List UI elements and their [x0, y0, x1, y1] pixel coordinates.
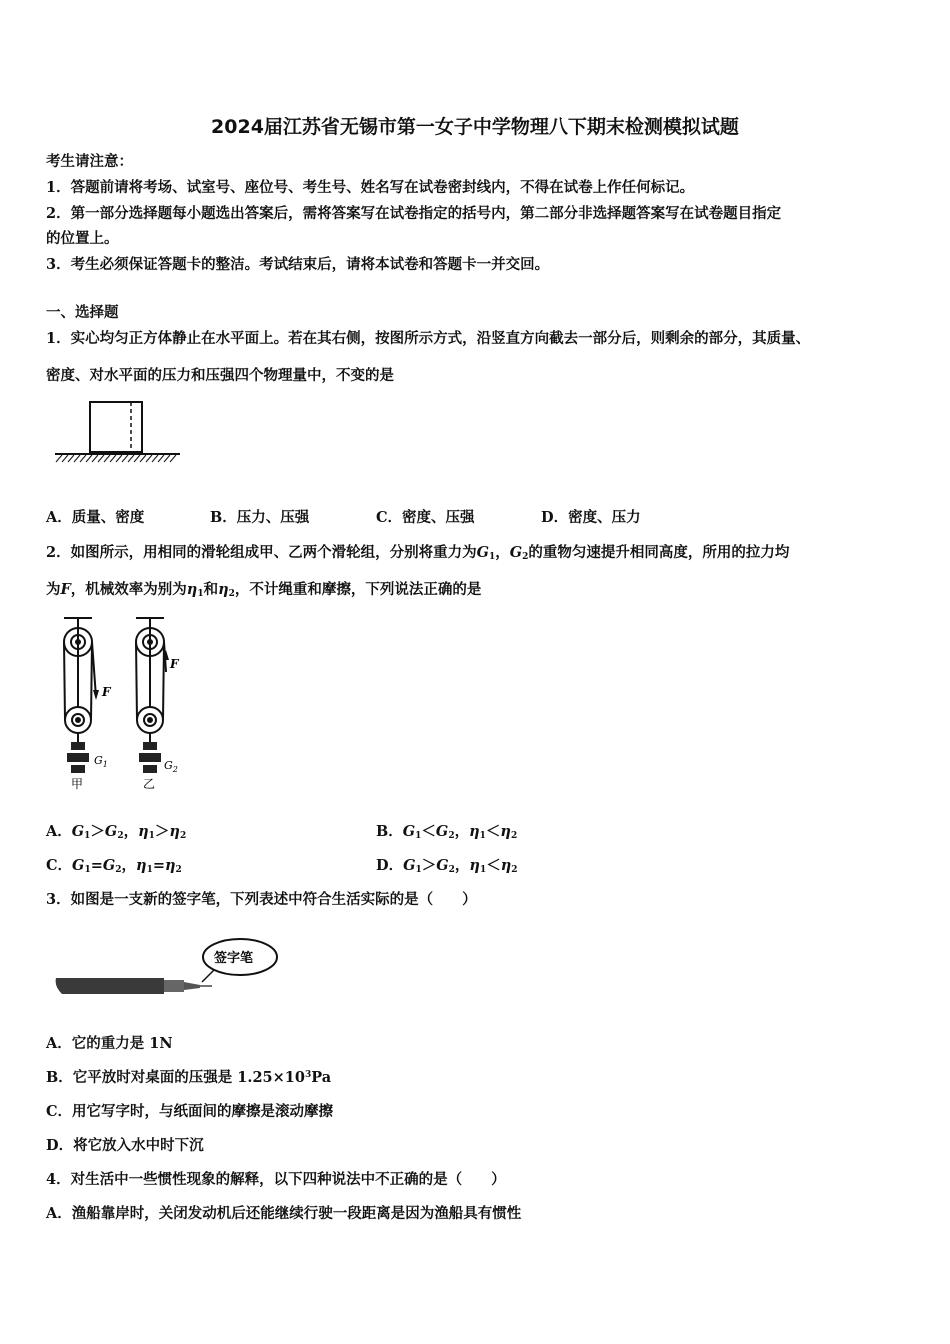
q2-stem-line2: 为F，机械效率为别为$\eta_1$和$\eta_2$，不计绳重和摩擦，下列说法正确的是	[46, 581, 482, 599]
q2-stem-line1: 2．如图所示，用相同的滑轮组成甲、乙两个滑轮组，分别将重力为$G_1$，$G_2$的重物匀速提升相同高度，所用的拉力均	[46, 544, 790, 562]
q4-option-a: A．渔船靠岸时，关闭发动机后还能继续行驶一段距离是因为渔船具有惯性	[46, 1205, 522, 1222]
pen-figure	[52, 928, 254, 1000]
weight-yi	[139, 742, 161, 773]
q3-option-a: A．它的重力是 1N	[46, 1035, 173, 1052]
q3-option-c: C．用它写字时，与纸面间的摩擦是滚动摩擦	[46, 1103, 334, 1120]
pen-body	[56, 978, 164, 994]
q3-option-d: D．将它放入水中时下沉	[46, 1137, 204, 1154]
q3-stem: 3．如图是一支新的签字笔，下列表述中符合生活实际的是（ ）	[46, 891, 477, 908]
q1-option-c: C．密度、压强	[376, 509, 475, 526]
cube	[90, 402, 142, 452]
notice-heading: 考生请注意：	[46, 153, 133, 170]
q1-option-b: B．压力、压强	[210, 509, 310, 526]
section-heading: 一、选择题	[46, 304, 119, 321]
q1-stem-line1: 1．实心均匀正方体静止在水平面上。若在其右侧，按图所示方式，沿竖直方向截去一部分后，则剩余的部分，其质量、	[46, 330, 811, 347]
q1-option-a: A．质量、密度	[46, 509, 145, 526]
q1-option-d: D．密度、压力	[541, 509, 641, 526]
q2-option-d: D．$G_1>G_2$，$\eta_1<\eta_2$	[376, 857, 518, 875]
cube-figure	[52, 398, 184, 468]
q2-option-c: C．$G_1=G_2$，$\eta_1=\eta_2$	[46, 857, 182, 875]
pulley-figure	[52, 612, 187, 792]
force-label-yi: F	[170, 657, 179, 671]
weight-label-jia: $G_1$	[94, 754, 108, 769]
force-label-jia: F	[102, 685, 111, 699]
q2-option-a: A．$G_1>G_2$，$\eta_1>\eta_2$	[46, 823, 187, 841]
weight-jia	[67, 742, 89, 773]
notice-item: 的位置上。	[46, 230, 119, 247]
notice-item: 1．答题前请将考场、试室号、座位号、考生号、姓名写在试卷密封线内，不得在试卷上作任何标记。	[46, 179, 695, 196]
page-title: 2024届江苏省无锡市第一女子中学物理八下期末检测模拟试题	[211, 116, 739, 138]
force-arrow-jia	[93, 690, 99, 700]
label-jia: 甲	[71, 777, 84, 791]
weight-label-yi: $G_2$	[164, 759, 178, 774]
pen-label: 签字笔	[214, 951, 254, 966]
pen-tip	[184, 982, 200, 990]
ground-hatch	[56, 455, 176, 462]
q3-option-b: B．它平放时对桌面的压强是 $1.25\times 10^3Pa$	[46, 1069, 332, 1086]
notice-item: 3．考生必须保证答题卡的整洁。考试结束后，请将本试卷和答题卡一并交回。	[46, 256, 550, 273]
notice-item: 2．第一部分选择题每小题选出答案后，需将答案写在试卷指定的括号内，第二部分非选择题答案写在试卷题目指定	[46, 205, 782, 222]
q4-stem: 4．对生活中一些惯性现象的解释，以下四种说法中不正确的是（ ）	[46, 1171, 506, 1188]
label-yi: 乙	[143, 777, 156, 791]
q1-stem-line2: 密度、对水平面的压力和压强四个物理量中，不变的是	[46, 367, 394, 384]
pen-grip	[164, 980, 184, 992]
q2-option-b: B．$G_1<G_2$，$\eta_1<\eta_2$	[376, 823, 518, 841]
